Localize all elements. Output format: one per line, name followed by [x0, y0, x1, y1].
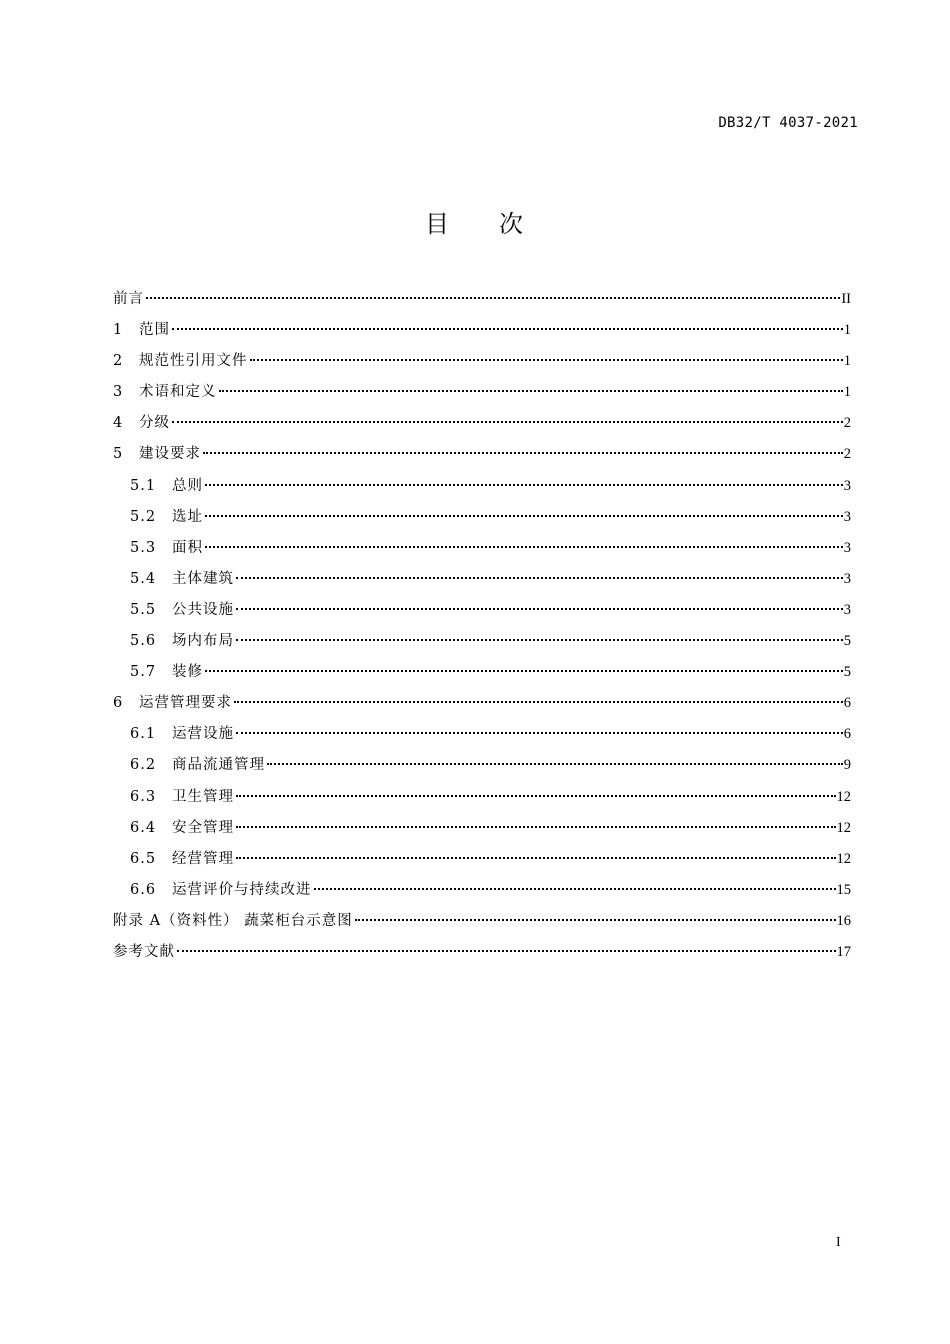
toc-entry-page: 17 — [836, 943, 851, 960]
toc-entry-title: 经营管理 — [172, 850, 234, 867]
toc-entry-number: 5.1 — [130, 477, 157, 494]
toc-dot-leader — [205, 546, 843, 548]
toc-entry[interactable] — [113, 813, 851, 844]
toc-dot-leader — [236, 826, 836, 828]
toc-entry-title: 前言 — [113, 291, 144, 307]
toc-dot-leader — [172, 328, 843, 330]
toc-dot-leader — [267, 763, 843, 765]
toc-entry-page: 3 — [843, 570, 851, 587]
toc-entry[interactable] — [113, 471, 851, 502]
toc-entry-number: 5.7 — [130, 664, 157, 681]
toc-dot-leader — [236, 732, 843, 734]
toc-entry-page: 9 — [843, 757, 851, 774]
toc-entry-title: 运营评价与持续改进 — [172, 881, 312, 898]
toc-entry[interactable] — [113, 719, 851, 750]
toc-entry-page: 5 — [843, 664, 851, 681]
toc-entry-title: 术语和定义 — [139, 384, 217, 401]
toc-entry-number: 5 — [113, 446, 123, 463]
toc-entry-title: 范围 — [139, 322, 170, 339]
toc-entry-title: 规范性引用文件 — [139, 353, 248, 370]
toc-entry[interactable] — [113, 377, 851, 408]
toc-entry-number: 5.3 — [130, 539, 157, 556]
toc-dot-leader — [250, 359, 843, 361]
toc-entry[interactable] — [113, 564, 851, 595]
toc-entry-number: 6.2 — [130, 757, 157, 774]
toc-entry[interactable] — [113, 408, 851, 439]
toc-dot-leader — [236, 639, 843, 641]
toc-entry-title: 选址 — [172, 508, 203, 525]
toc-entry-title: 公共设施 — [172, 601, 234, 618]
toc-entry-title: 卫生管理 — [172, 788, 234, 805]
toc-entry-number: 2 — [113, 353, 123, 370]
toc-entry-title: 运营管理要求 — [139, 695, 232, 712]
toc-entry-title: 建设要求 — [139, 446, 201, 463]
toc-entry-number: 4 — [113, 415, 123, 432]
toc-entry-page: 12 — [836, 850, 851, 867]
toc-entry-page: 6 — [843, 695, 851, 712]
toc-entry-title: 安全管理 — [172, 819, 234, 836]
toc-entry-number: 6.6 — [130, 881, 157, 898]
toc-entry[interactable] — [113, 657, 851, 688]
toc-entry-number: 6.4 — [130, 819, 157, 836]
toc-entry[interactable] — [113, 626, 851, 657]
toc-dot-leader — [205, 670, 843, 672]
toc-entry-page: II — [841, 291, 851, 307]
toc-entry-page: 6 — [843, 726, 851, 743]
toc-entry[interactable] — [113, 502, 851, 533]
toc-entry-title: 面积 — [172, 539, 203, 556]
toc-entry-title: 分级 — [139, 415, 170, 432]
toc-entry[interactable] — [113, 906, 851, 937]
toc-entry-number: 5.5 — [130, 601, 157, 618]
page-title-char-2: 次 — [499, 210, 525, 238]
standard-code: DB32/T 4037-2021 — [718, 115, 858, 131]
toc-entry-number: 5.4 — [130, 570, 157, 587]
toc-entry-number: 6 — [113, 695, 123, 712]
toc-entry-number: 3 — [113, 384, 123, 401]
toc-entry-page: 1 — [843, 384, 851, 401]
toc-entry-page: 15 — [836, 881, 851, 898]
toc-dot-leader — [177, 950, 836, 952]
toc-entry-title: 装修 — [172, 664, 203, 681]
toc-entry[interactable] — [113, 937, 851, 968]
toc-entry-page: 3 — [843, 601, 851, 618]
toc-entry[interactable] — [113, 844, 851, 875]
table-of-contents — [113, 284, 851, 968]
toc-dot-leader — [219, 390, 843, 392]
toc-dot-leader — [314, 888, 836, 890]
toc-dot-leader — [236, 795, 836, 797]
toc-entry-page: 5 — [843, 633, 851, 650]
toc-dot-leader — [236, 857, 836, 859]
toc-dot-leader — [236, 608, 843, 610]
toc-dot-leader — [203, 452, 843, 454]
toc-entry[interactable] — [113, 533, 851, 564]
toc-dot-leader — [236, 577, 843, 579]
toc-entry[interactable] — [113, 782, 851, 813]
toc-entry-page: 3 — [843, 539, 851, 556]
page-number: I — [836, 1235, 841, 1250]
toc-entry-page: 12 — [836, 788, 851, 805]
toc-entry-title: 总则 — [172, 477, 203, 494]
toc-entry[interactable] — [113, 346, 851, 377]
toc-entry-page: 2 — [843, 446, 851, 463]
toc-entry[interactable] — [113, 688, 851, 719]
toc-dot-leader — [205, 515, 843, 517]
toc-entry[interactable] — [113, 750, 851, 781]
page-title-char-1: 目 — [425, 210, 451, 238]
toc-entry-number: 5.2 — [130, 508, 157, 525]
toc-entry-title: 附录 A（资料性） 蔬菜柜台示意图 — [113, 912, 353, 929]
toc-entry-number: 1 — [113, 322, 123, 339]
toc-entry-page: 3 — [843, 477, 851, 494]
toc-entry-title: 商品流通管理 — [172, 757, 265, 774]
toc-dot-leader — [205, 484, 843, 486]
toc-dot-leader — [146, 297, 840, 299]
toc-entry[interactable] — [113, 595, 851, 626]
toc-dot-leader — [234, 701, 843, 703]
toc-entry-title: 主体建筑 — [172, 570, 234, 587]
page-title — [0, 204, 950, 239]
toc-entry-page: 2 — [843, 415, 851, 432]
toc-entry-page: 16 — [836, 912, 851, 929]
toc-entry-title: 参考文献 — [113, 943, 175, 960]
toc-dot-leader — [355, 919, 836, 921]
toc-entry-number: 6.5 — [130, 850, 157, 867]
toc-entry-page: 1 — [843, 322, 851, 339]
toc-entry[interactable] — [113, 315, 851, 346]
toc-entry[interactable] — [113, 439, 851, 470]
toc-entry-page: 12 — [836, 819, 851, 836]
toc-entry-title: 运营设施 — [172, 726, 234, 743]
toc-entry-number: 5.6 — [130, 633, 157, 650]
toc-entry[interactable] — [113, 875, 851, 906]
toc-entry-title: 场内布局 — [172, 633, 234, 650]
toc-dot-leader — [172, 421, 843, 423]
toc-entry-number: 6.1 — [130, 726, 157, 743]
toc-entry-page: 1 — [843, 353, 851, 370]
toc-entry-number: 6.3 — [130, 788, 157, 805]
toc-entry[interactable] — [113, 284, 851, 315]
toc-entry-page: 3 — [843, 508, 851, 525]
